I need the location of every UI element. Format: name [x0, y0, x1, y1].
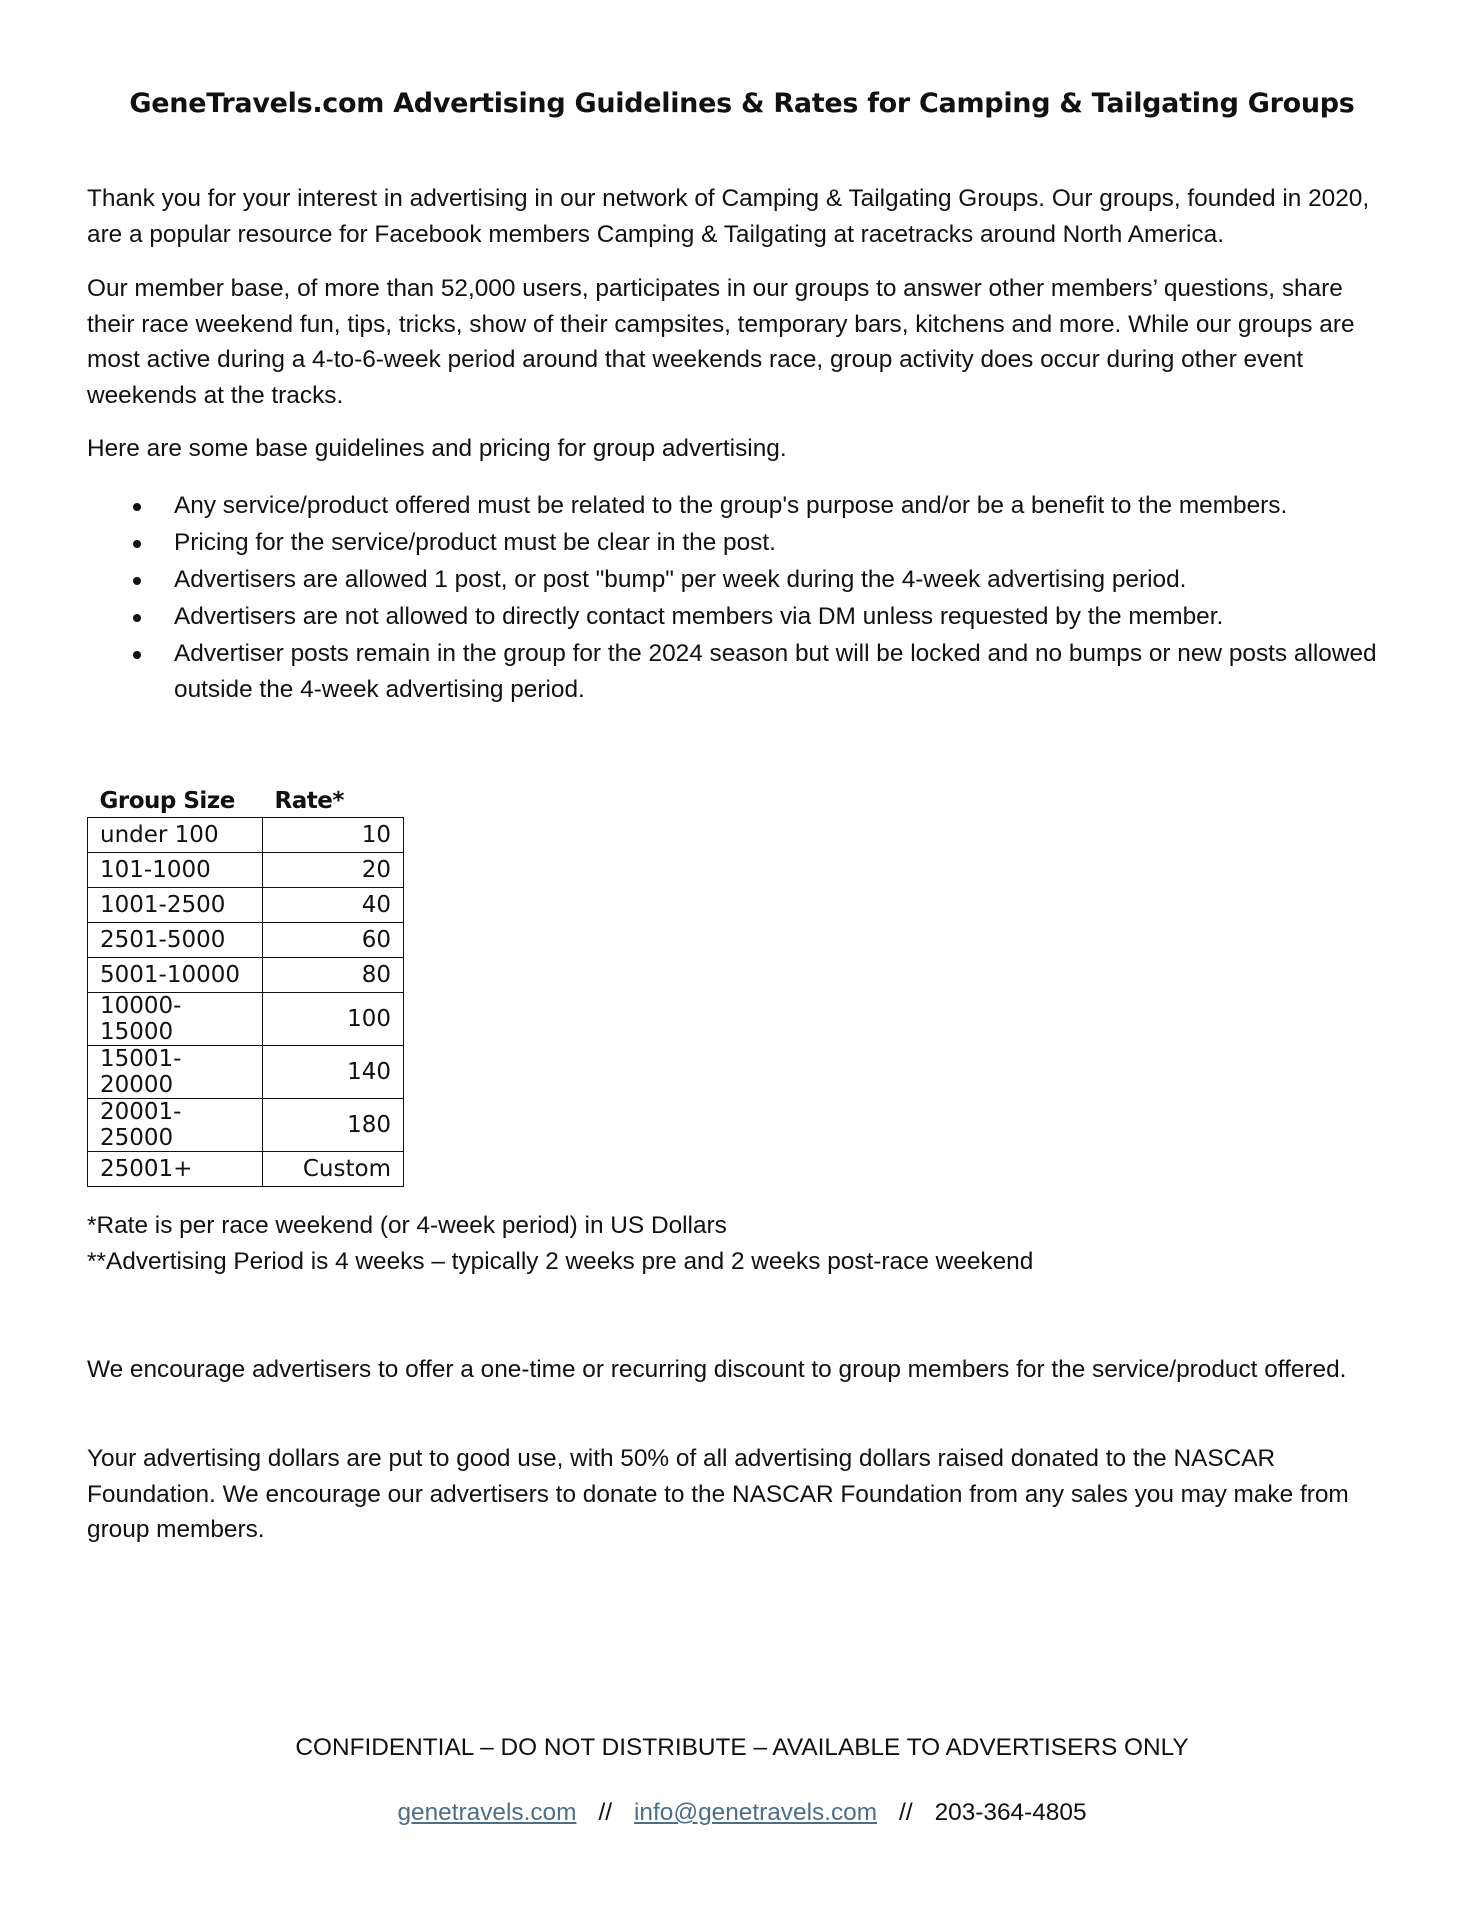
- table-row: [88, 1152, 404, 1187]
- rate-header: Rate*: [274, 787, 344, 814]
- group-size-cell: 5001-10000: [88, 958, 263, 993]
- rate-cell: 180: [263, 1099, 404, 1152]
- guidelines-intro-paragraph: Here are some base guidelines and pricing for group advertising.: [87, 435, 787, 462]
- rate-cell: 60: [263, 923, 404, 958]
- separator: //: [598, 1799, 612, 1826]
- phone-number: 203-364-4805: [934, 1799, 1087, 1826]
- guideline-item: [87, 562, 1397, 598]
- contact-line: [0, 1798, 1484, 1828]
- guideline-item: [87, 525, 1397, 561]
- guideline-text: Pricing for the service/product must be clear in the post.: [174, 529, 776, 556]
- guideline-item: [87, 488, 1397, 524]
- guideline-item: [87, 636, 1397, 707]
- table-row: [88, 818, 404, 853]
- rate-cell: 40: [263, 888, 404, 923]
- group-size-cell: 1001-2500: [88, 888, 263, 923]
- group-size-cell: 25001+: [88, 1152, 263, 1187]
- member-base-paragraph: Our member base, of more than 52,000 users, participates in our groups to answer other members’ questions, share their race weekend fun, tips, tricks, show of their campsites, temporary bars, kitchens and more. While our groups are most active during a 4-to-6-week period around that weekends race, group activity does occur during other event weekends at the tracks.: [87, 275, 1355, 409]
- rate-cell: 140: [263, 1046, 404, 1099]
- rate-cell: 10: [263, 818, 404, 853]
- group-size-cell: 15001-20000: [88, 1046, 263, 1099]
- table-row: [88, 1099, 404, 1152]
- rate-notes: [87, 1208, 1397, 1279]
- bullet-icon: [133, 614, 141, 622]
- group-size-cell: 20001-25000: [88, 1099, 263, 1152]
- bullet-icon: [133, 651, 141, 659]
- rate-cell: Custom: [263, 1152, 404, 1187]
- table-row: [88, 1046, 404, 1099]
- website-link[interactable]: genetravels.com: [397, 1799, 577, 1826]
- rate-footnote: *Rate is per race weekend (or 4-week period) in US Dollars: [87, 1212, 727, 1239]
- bullet-icon: [133, 540, 141, 548]
- guideline-text: Advertisers are allowed 1 post, or post "bump" per week during the 4-week advertising period.: [174, 566, 1187, 593]
- bullet-icon: [133, 503, 141, 511]
- document-title: GeneTravels.com Advertising Guidelines & Rates for Camping & Tailgating Groups: [129, 88, 1355, 119]
- guideline-text: Any service/product offered must be related to the group's purpose and/or be a benefit to the members.: [174, 492, 1288, 519]
- separator: //: [899, 1799, 913, 1826]
- table-row: [88, 958, 404, 993]
- table-row: [88, 993, 404, 1046]
- rate-cell: 80: [263, 958, 404, 993]
- guidelines-list: [87, 488, 1397, 709]
- email-link[interactable]: info@genetravels.com: [634, 1799, 878, 1826]
- guideline-text: Advertiser posts remain in the group for the 2024 season but will be locked and no bumps or new posts allowed outside the 4-week advertising period.: [174, 640, 1377, 703]
- group-size-cell: 2501-5000: [88, 923, 263, 958]
- guideline-item: [87, 599, 1397, 635]
- table-row: [88, 923, 404, 958]
- group-size-header: Group Size: [99, 787, 235, 814]
- confidential-notice: CONFIDENTIAL – DO NOT DISTRIBUTE – AVAILABLE TO ADVERTISERS ONLY: [295, 1734, 1189, 1761]
- group-size-cell: 10000-15000: [88, 993, 263, 1046]
- table-row: [88, 888, 404, 923]
- table-row: [88, 853, 404, 888]
- donation-paragraph: Your advertising dollars are put to good use, with 50% of all advertising dollars raised donated to the NASCAR Foundation. We encourage our advertisers to donate to the NASCAR Foundation from any sales you may make from group members.: [87, 1445, 1349, 1543]
- bullet-icon: [133, 577, 141, 585]
- group-size-cell: under 100: [88, 818, 263, 853]
- intro-paragraph: Thank you for your interest in advertising in our network of Camping & Tailgating Groups. Our groups, founded in 2020, are a popular resource for Facebook members Camping & Tailgating at racetracks around North America.: [87, 185, 1370, 248]
- group-size-cell: 101-1000: [88, 853, 263, 888]
- rate-cell: 20: [263, 853, 404, 888]
- rate-cell: 100: [263, 993, 404, 1046]
- discount-paragraph: We encourage advertisers to offer a one-time or recurring discount to group members for the service/product offered.: [87, 1356, 1347, 1383]
- rate-table-header-row: [88, 784, 404, 818]
- rate-table: [87, 784, 404, 1187]
- guideline-text: Advertisers are not allowed to directly contact members via DM unless requested by the member.: [174, 603, 1224, 630]
- period-footnote: **Advertising Period is 4 weeks – typically 2 weeks pre and 2 weeks post-race weekend: [87, 1247, 1034, 1275]
